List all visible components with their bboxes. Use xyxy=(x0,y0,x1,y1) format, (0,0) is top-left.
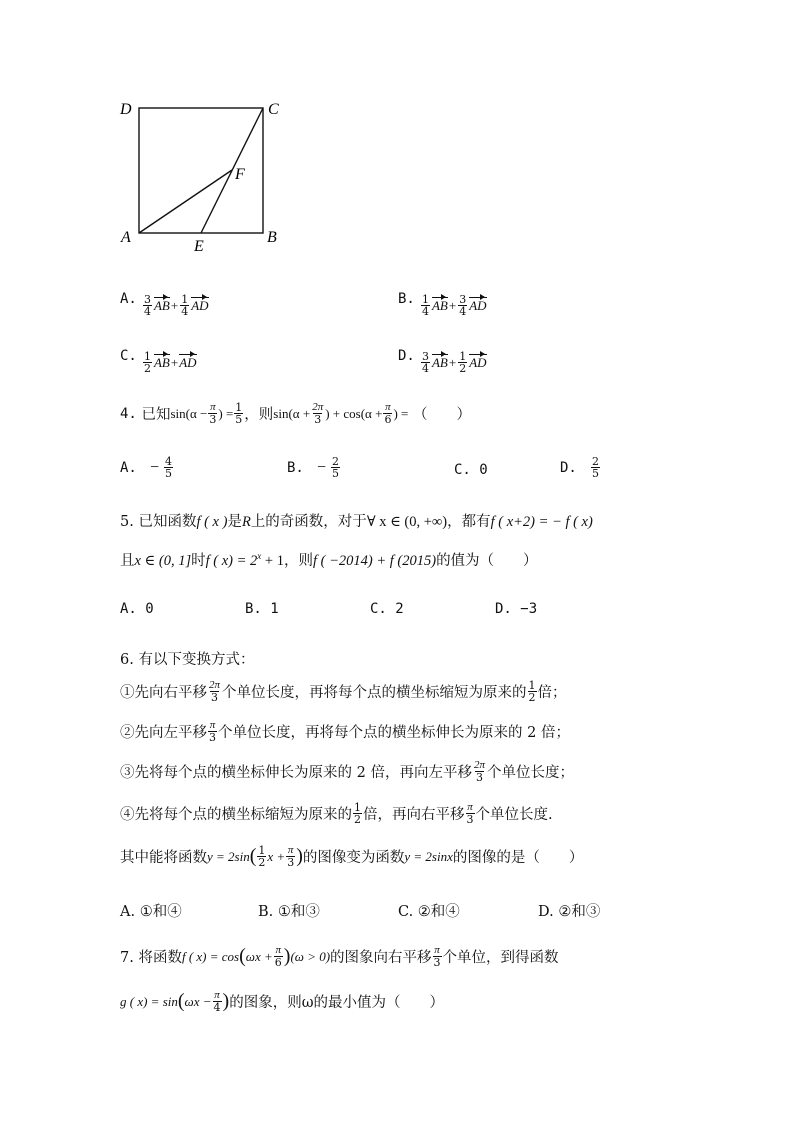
q6-option-c[interactable]: C. ②和④ xyxy=(398,904,460,920)
option-letter: B. xyxy=(398,291,415,307)
q6-item-2: ②先向左平移 $\frac{\pi}{3}$ 个单位长度，再将每个点的横坐标伸长为原来的 2 倍； xyxy=(120,719,570,744)
segment-af xyxy=(139,170,232,233)
label-f: F xyxy=(235,166,245,183)
q6-question: 其中能将函数 y = 2sin ( $\frac{1}{2}$ x + $\frac{\pi}{3}$ ) 的图像变为函数 y = 2sinx 的图像的是（ ） xyxy=(120,844,584,869)
q3-option-c[interactable]: C. $\frac{1}{2}$ AB + AD xyxy=(120,348,197,375)
vector-ab: AB xyxy=(431,297,448,313)
q5-line-1: 5. 已知函数f ( x )是R上的奇函数，对于∀ x ∈ (0, +∞)，都有f ( x+2) = − f ( x) xyxy=(120,514,593,530)
q7-line-2: g ( x) = sin ( ωx − $\frac{\pi}{4}$ ) 的图象，则ω的最小值为（ ） xyxy=(120,989,445,1014)
q4-option-c[interactable]: C. 0 xyxy=(454,462,488,478)
label-d: D xyxy=(120,101,132,118)
q6-option-b[interactable]: B. ①和③ xyxy=(258,904,320,920)
vector-ab: AB xyxy=(153,297,170,313)
vector-ab: AB xyxy=(153,354,170,370)
q7-line-1: 7. 将函数 f ( x) = cos ( ωx + $\frac{\pi}{6}$ ) (ω > 0) 的图象向右平移 $\frac{\pi}{3}$ 个单位，到得函数 xyxy=(120,944,559,969)
q6-item-1: ①先向右平移 $\frac{2\pi}{3}$ 个单位长度，再将每个点的横坐标缩短为原来的 $\frac{1}{2}$ 倍； xyxy=(120,679,567,704)
square-figure xyxy=(110,95,300,260)
q3-option-b[interactable]: B. $\frac{1}{4}$ AB + $\frac{3}{4}$ AD xyxy=(398,291,487,318)
vector-ad: AD xyxy=(469,297,487,313)
q6-item-3: ③先将每个点的横坐标伸长为原来的 2 倍，再向左平移 $\frac{2\pi}{3}$ 个单位长度； xyxy=(120,759,574,784)
q4-option-b[interactable]: B. − $\frac{2}{5}$ xyxy=(287,455,339,480)
q5-option-d[interactable]: D. −3 xyxy=(495,601,538,617)
q5-line-2: 且x ∈ (0, 1]时f ( $x) = 2^x + 1$，则f ( −2014) + f (2015)的值为（ ） xyxy=(120,551,538,569)
segment-ec xyxy=(201,108,263,233)
vector-ab: AB xyxy=(431,354,448,370)
label-c: C xyxy=(268,101,279,118)
q5-option-b[interactable]: B. 1 xyxy=(245,601,279,617)
q3-option-a[interactable]: A. $\frac{3}{4}$ AB + $\frac{1}{4}$ AD xyxy=(120,291,209,318)
q3-option-d[interactable]: D. $\frac{3}{4}$ AB + $\frac{1}{2}$ AD xyxy=(398,348,487,375)
q6-option-a[interactable]: A. ①和④ xyxy=(120,904,182,920)
vector-ad: AD xyxy=(191,297,209,313)
vector-ad: AD xyxy=(179,354,197,370)
label-b: B xyxy=(267,229,277,246)
option-letter: C. xyxy=(120,348,137,364)
vector-ad: AD xyxy=(469,354,487,370)
q6-item-4: ④先将每个点的横坐标缩短为原来的 $\frac{1}{2}$ 倍，再向右平移 $\frac{\pi}{3}$ 个单位长度. xyxy=(120,801,553,826)
q5-option-a[interactable]: A. 0 xyxy=(120,601,154,617)
q4-stem: 4. 已知 sin(α − $\frac{\pi}{3}$ ) = $\frac{1}{5}$ ，则 sin(α + $\frac{2\pi}{3}$ ) + cos(α + $\frac{\pi}{6}$ ) = （ ） xyxy=(120,401,471,426)
q4-option-d[interactable]: D. $\frac{2}{5}$ xyxy=(560,455,599,480)
q5-option-c[interactable]: C. 2 xyxy=(370,601,404,617)
q6-title: 6. 有以下变换方式： xyxy=(120,652,255,668)
option-letter: A. xyxy=(120,291,137,307)
q6-option-d[interactable]: D. ②和③ xyxy=(538,904,601,920)
q4-option-a[interactable]: A. − $\frac{4}{5}$ xyxy=(120,455,172,480)
option-letter: D. xyxy=(398,348,415,364)
label-e: E xyxy=(194,238,204,255)
label-a: A xyxy=(121,229,131,246)
